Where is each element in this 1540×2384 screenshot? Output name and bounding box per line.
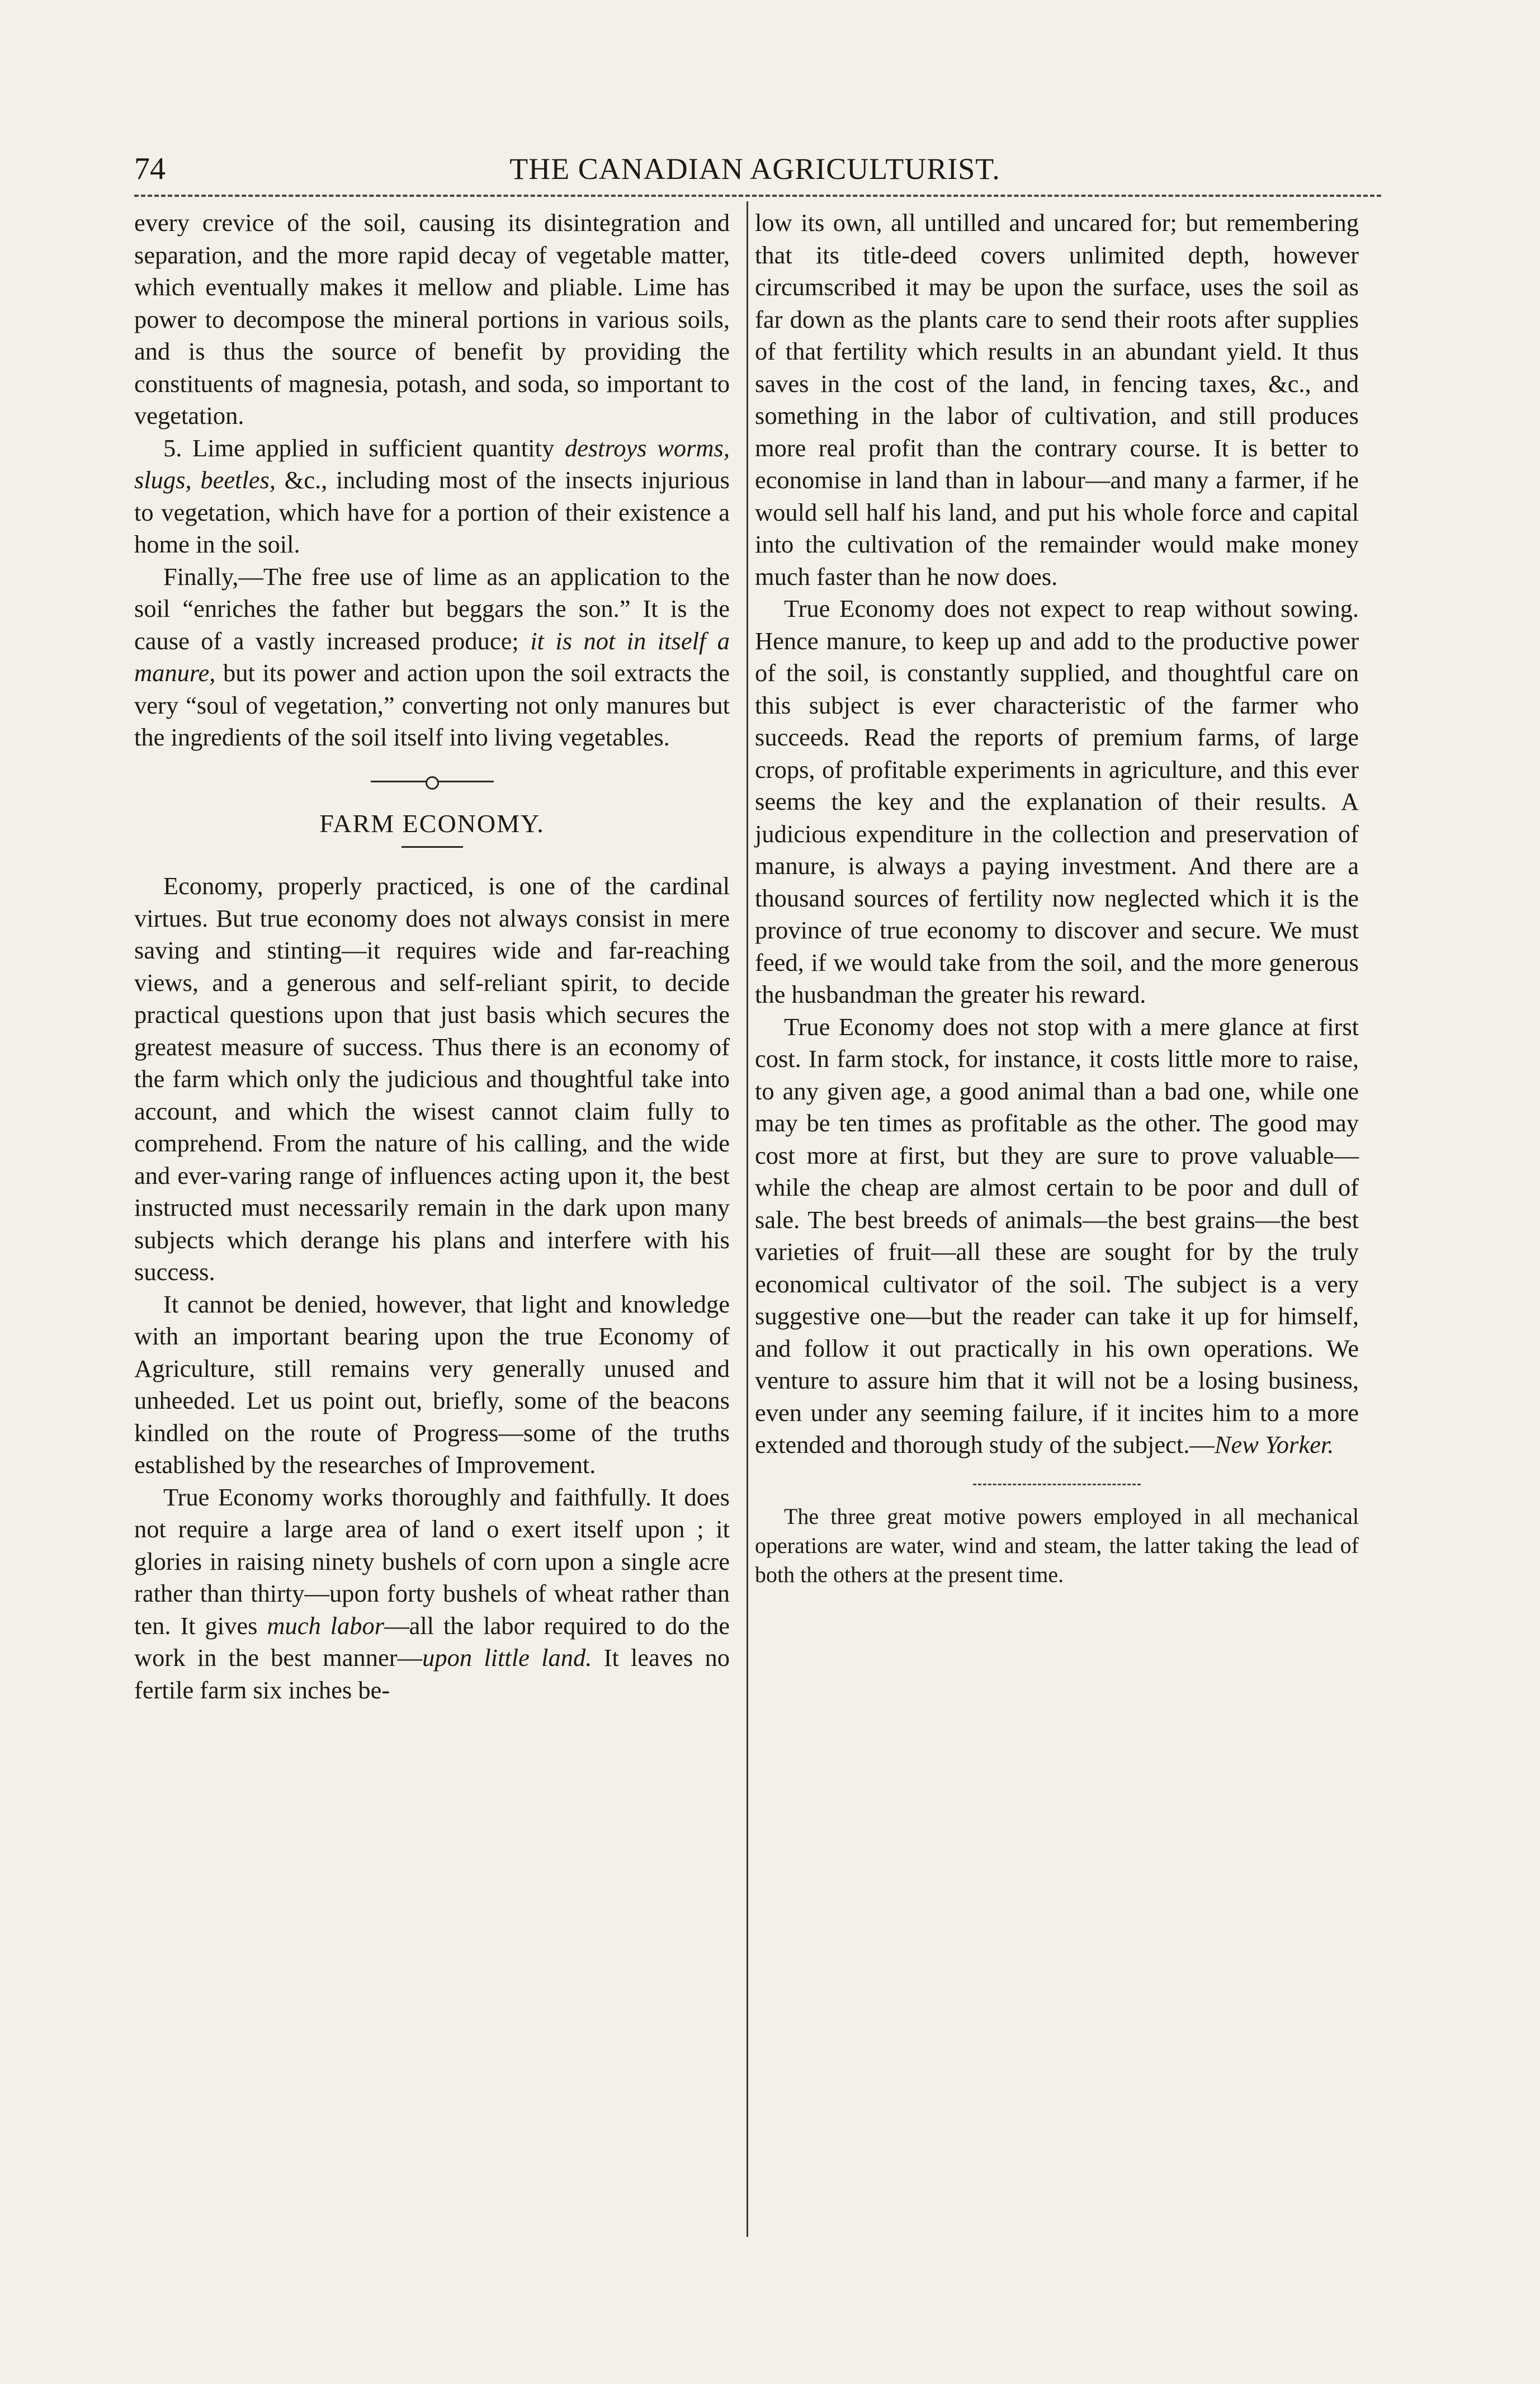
left-column xyxy=(134,207,730,1706)
paragraph: It cannot be denied, however, that light and knowledge with an important bearing upon the true Economy of Agriculture, still remains very generally unused and unheeded. Let us point out, briefly, some of the beacons kindled on the route of Progress—some of the truths established by the researches of Improvement. xyxy=(134,1290,730,1479)
title-rule xyxy=(401,846,463,848)
paragraph: every crevice of the soil, causing its disintegration and separation, and the more rapid decay of vegetable matter, which eventually makes it mellow and pliable. Lime has power to decompose the mineral portions in various soils, and is thus the source of benefit by providing the constituents of magnesia, potash, and soda, so important to vegetation. xyxy=(134,209,730,429)
column-divider xyxy=(747,201,748,2237)
paragraph: Finally,—The free use of lime as an application to the soil “enriches the father but beggars the son.” It is the cause of a vastly increased produce; it is not in itself a manure, but its power and action upon the soil extracts the very “soul of vegetation,” converting not only manures but the ingredients of the soil itself into living vegetables. xyxy=(134,562,730,751)
paragraph: True Economy does not stop with a mere glance at first cost. In farm stock, for instance, it costs little more to raise, to any given age, a good animal than a bad one, while one may be ten times as profitable as the other. The good may cost more at first, but they are sure to prove valuable—while the cheap are almost certain to be poor and dull of sale. The best breeds of animals—the best grains—the best varieties of fruit—all these are sought for by the truly economical cultivator of the soil. The subject is a very suggestive one—but the reader can take it up for himself, and follow it out practically in his own operations. We venture to assure him that it will not be a losing business, even under any seeming failure, if it incites him to a more extended and thorough study of the subject.—New Yorker. xyxy=(755,1012,1359,1458)
section-title: FARM ECONOMY. xyxy=(319,809,545,838)
page-header xyxy=(134,147,1376,191)
paragraph: True Economy works thoroughly and faithfully. It does not require a large area of land o exert itself upon ; it glories in raising ninety bushels of corn upon a single acre rather than thirty—upon forty bushels of wheat rather than ten. It gives much labor—all the labor required to do the work in the best manner—upon little land. It leaves no fertile farm six inches be- xyxy=(134,1483,730,1704)
note-rule xyxy=(973,1484,1141,1485)
paragraph: 5. Lime applied in sufficient quantity destroys worms, slugs, beetles, &c., including most of the insects injurious to vegetation, which have for a portion of their existence a home in the soil. xyxy=(134,433,730,558)
paragraph: True Economy does not expect to reap without sowing. Hence manure, to keep up and add to the productive power of the soil, is constantly supplied, and thoughtful care on this subject is ever characteristic of the farmer who succeeds. Read the reports of premium farms, of large crops, of profitable experiments in agriculture, and this ever seems the key and the explanation of their results. A judicious expenditure in the collection and preservation of manure, is always a paying investment. And there are a thousand sources of fertility now neglected which it is the province of true economy to discover and secure. We must feed, if we would take from the soil, and the more generous the husbandman the greater his reward. xyxy=(755,594,1359,1008)
right-column xyxy=(755,207,1359,1589)
header-rule xyxy=(134,195,1381,197)
ornamental-divider xyxy=(371,774,494,789)
page-number: 74 xyxy=(134,152,166,186)
running-title: THE CANADIAN AGRICULTURIST. xyxy=(509,152,1000,186)
note-paragraph: The three great motive powers employed in all mechanical operations are water, wind and steam, the latter taking the lead of both the others at the present time. xyxy=(755,1503,1359,1587)
paragraph: low its own, all untilled and uncared for; but remembering that its title-deed covers unlimited depth, however circumscribed it may be upon the surface, uses the soil as far down as the plants care to send their roots after supplies of that fertility which results in an abundant yield. It thus saves in the cost of the land, in fencing taxes, &c., and something in the labor of cultivation, and still produces more real profit than the contrary course. It is better to economise in land than in labour—and many a farmer, if he would sell half his land, and put his whole force and capital into the cultivation of the remainder would make money much faster than he now does. xyxy=(755,209,1359,591)
paragraph: Economy, properly practiced, is one of the cardinal virtues. But true economy does not always consist in mere saving and stinting—it requires wide and far-reaching views, and a generous and self-reliant spirit, to decide practical questions upon that just basis which secures the greatest measure of success. Thus there is an economy of the farm which only the judicious and thoughtful take into account, and which the wisest cannot claim fully to comprehend. From the nature of his calling, and the wide and ever-varing range of influences acting upon it, the best instructed must necessarily remain in the dark upon many subjects which derange his plans and interfere with his success. xyxy=(134,872,730,1286)
